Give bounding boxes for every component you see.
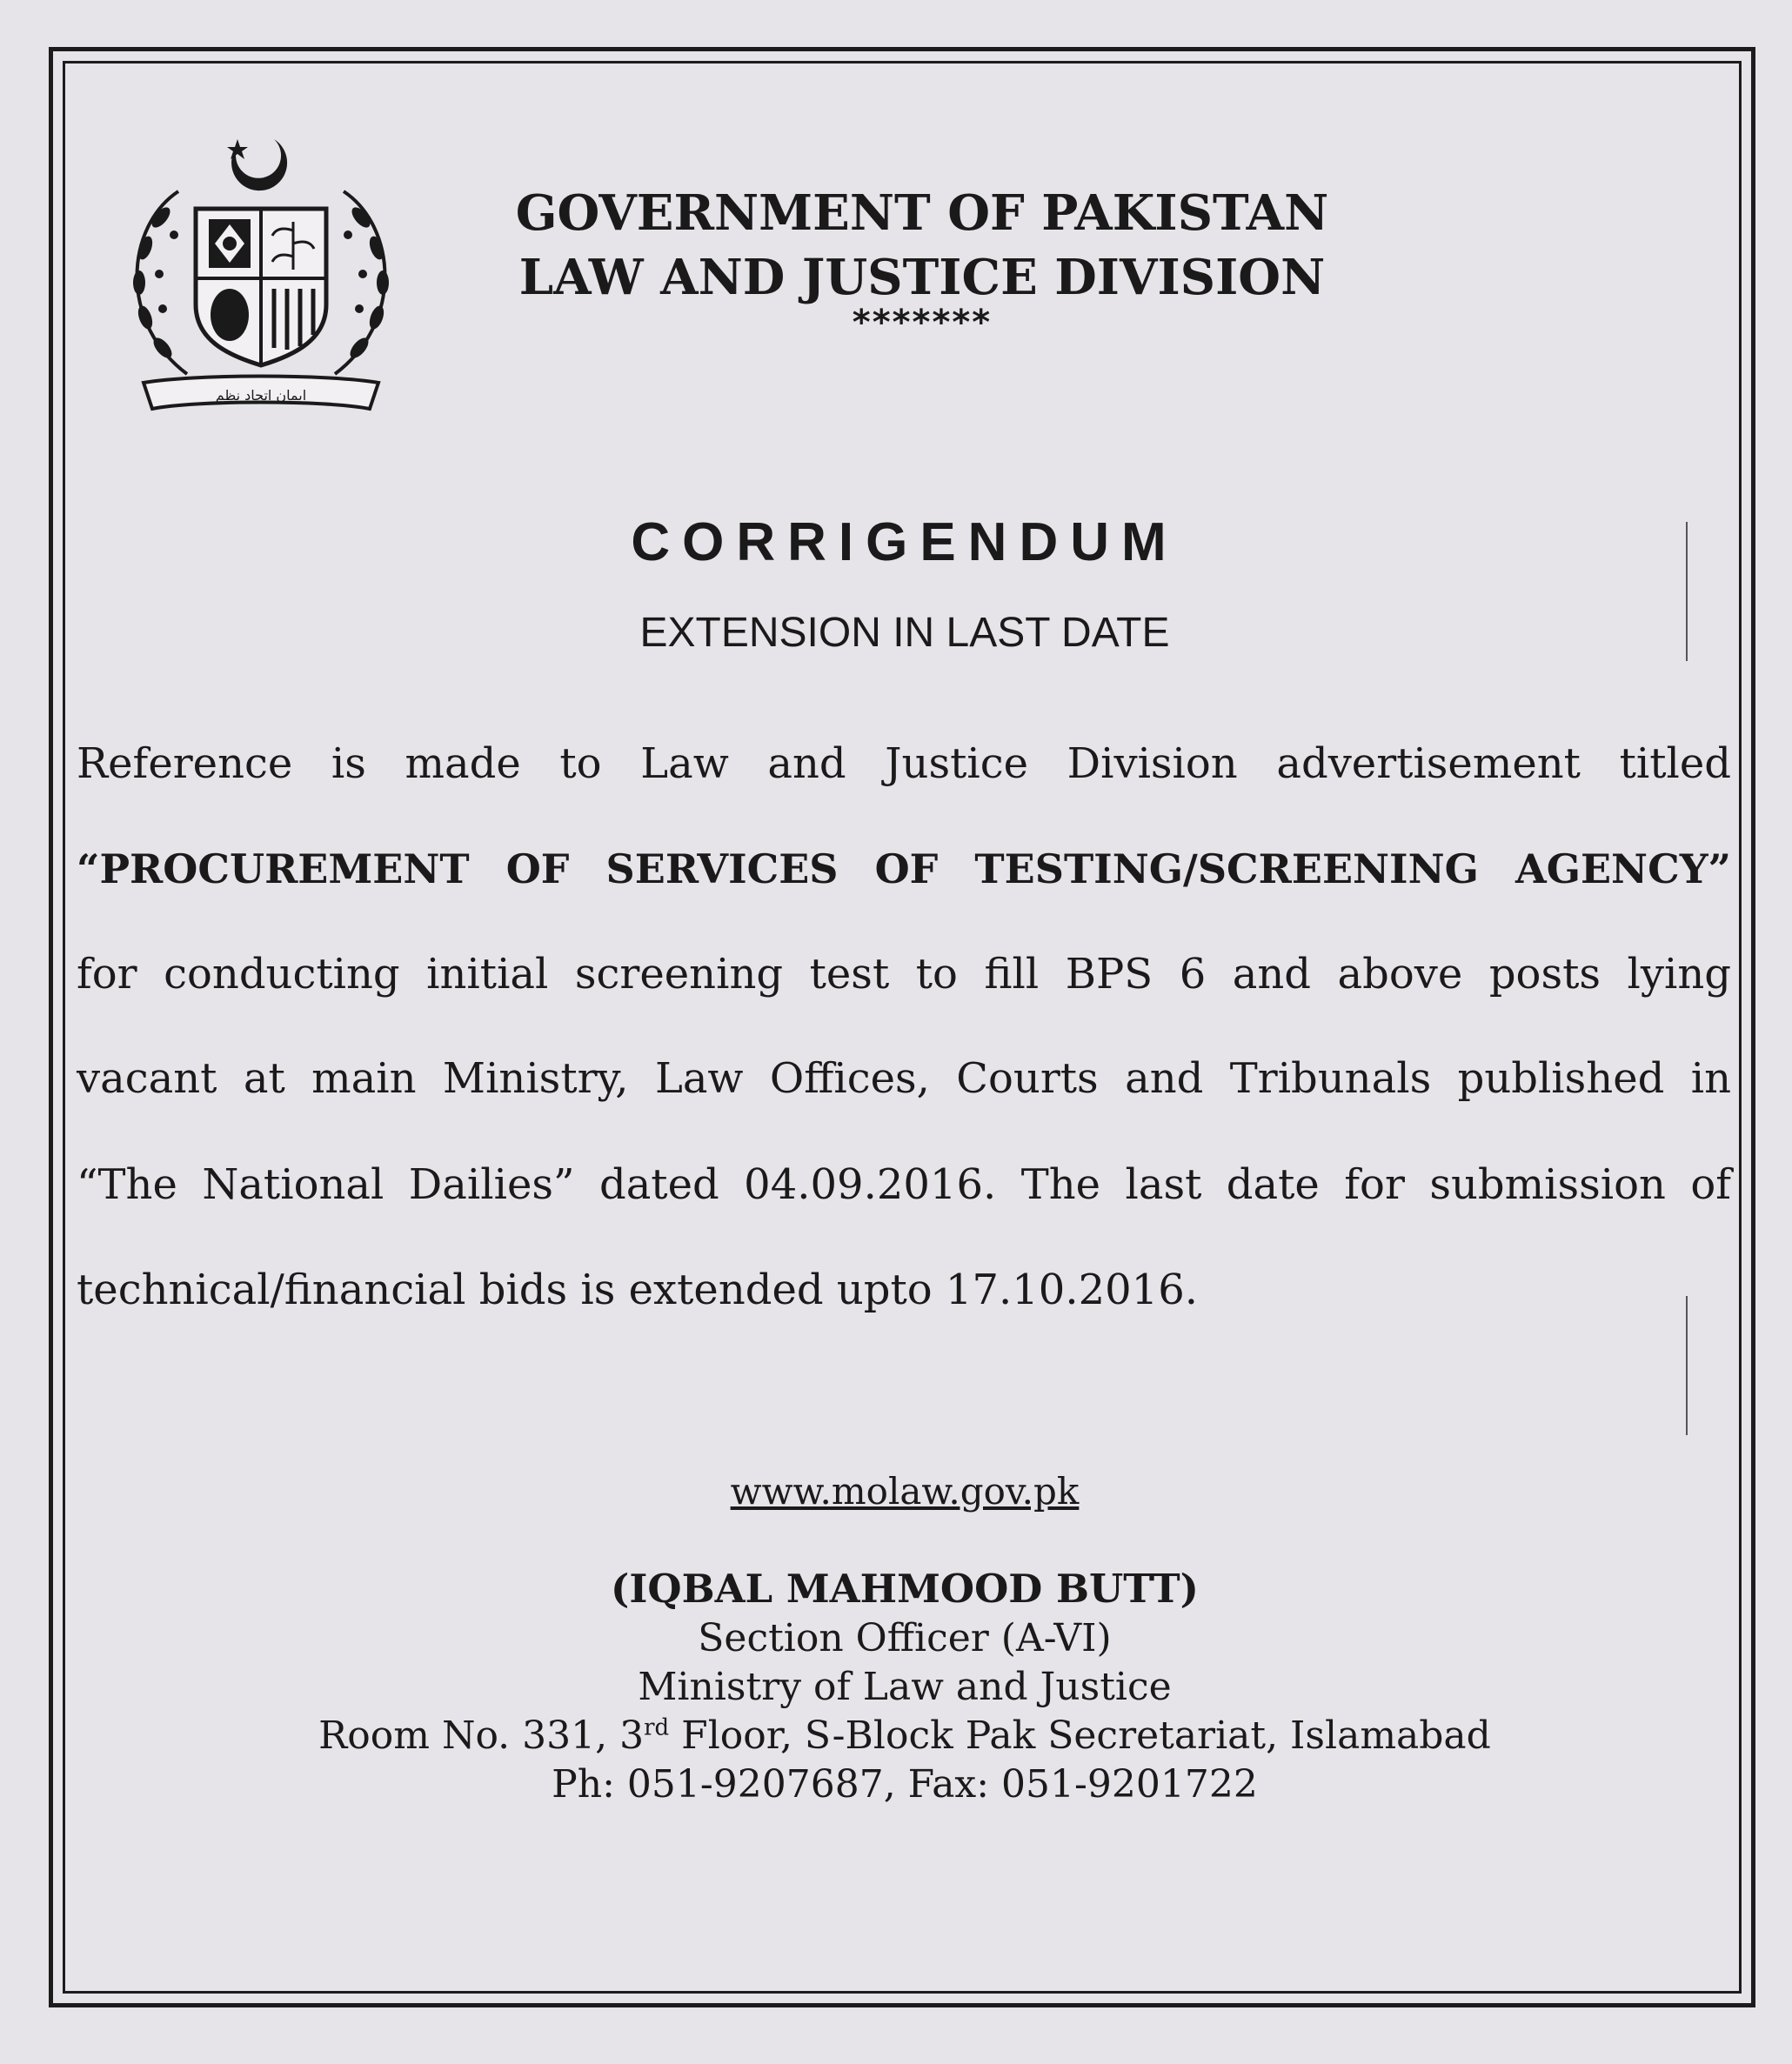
- signatory-ministry: Ministry of Law and Justice: [638, 1665, 1172, 1709]
- header-division: LAW AND JUSTICE DIVISION: [518, 249, 1326, 306]
- signatory-contact: Ph: 051-9207687, Fax: 051-9201722: [552, 1762, 1258, 1807]
- body-line-4: vacant at main Ministry, Law Offices, Courts and Tribunals published in: [77, 1054, 1731, 1103]
- state-emblem-icon: [109, 122, 413, 435]
- body-line-1: Reference is made to Law and Justice Division advertisement titled: [77, 739, 1731, 788]
- signatory-address: Room No. 331, 3rd Floor, S-Block Pak Secretariat, Islamabad: [318, 1713, 1491, 1758]
- scan-artifact: [1686, 1296, 1688, 1435]
- body-line-6: technical/financial bids is extended upto 17.10.2016.: [77, 1266, 1199, 1314]
- body-line-5: “The National Dailies” dated 04.09.2016. The last date for submission of: [77, 1160, 1731, 1209]
- website-link[interactable]: www.molaw.gov.pk: [730, 1470, 1080, 1513]
- signatory-designation: Section Officer (A-VI): [698, 1616, 1112, 1660]
- header-separator: *******: [852, 303, 993, 343]
- body-line-3: for conducting initial screening test to fill BPS 6 and above posts lying: [77, 950, 1731, 999]
- body-line-2: “PROCUREMENT OF SERVICES OF TESTING/SCREENING AGENCY”: [77, 845, 1731, 892]
- scan-artifact: [1686, 522, 1688, 661]
- header: [487, 181, 1357, 310]
- header-government: GOVERNMENT OF PAKISTAN: [515, 184, 1329, 242]
- emblem-motto: ایمان اتحاد نظم: [215, 387, 307, 404]
- signatory-name: (IQBAL MAHMOOD BUTT): [611, 1566, 1199, 1612]
- notice-subtitle: EXTENSION IN LAST DATE: [639, 610, 1170, 656]
- notice-title: CORRIGENDUM: [631, 512, 1179, 572]
